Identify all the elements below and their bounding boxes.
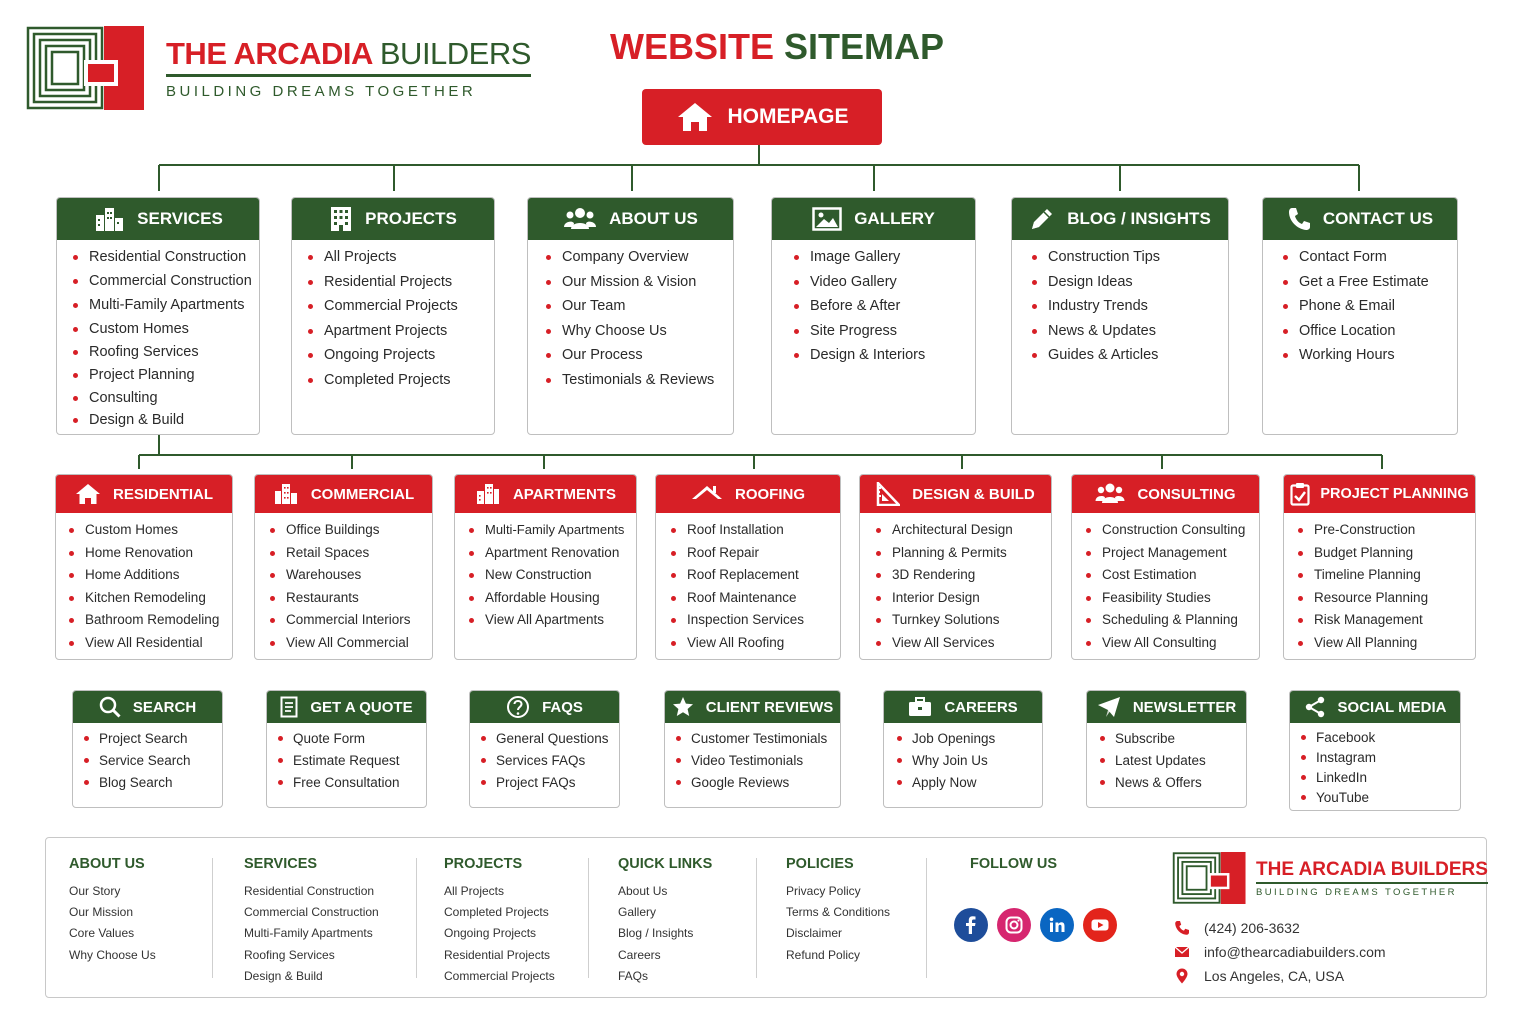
section-title: PROJECTS (365, 209, 457, 228)
section-link[interactable]: Job Openings (897, 730, 1042, 752)
section-link[interactable]: Our Team (546, 297, 733, 322)
section-title: SERVICES (137, 209, 223, 228)
section-link[interactable]: Design & Build (73, 411, 259, 435)
footer-link[interactable]: Residential Projects (444, 947, 551, 962)
footer-col-title: PROJECTS (444, 856, 523, 872)
section-title: ROOFING (735, 485, 805, 503)
page-title-part2: SITEMAP (784, 26, 945, 67)
section-link[interactable]: All Projects (308, 248, 494, 273)
section-client-reviews-header[interactable] (665, 691, 840, 723)
section-commercial[interactable] (254, 474, 433, 660)
section-link[interactable]: Roof Replacement (671, 566, 840, 589)
section-residential[interactable] (55, 474, 233, 660)
section-title: PROJECT PLANNING (1320, 486, 1469, 502)
section-link[interactable]: Budget Planning (1298, 544, 1475, 567)
building-icon (93, 206, 125, 232)
section-link[interactable]: Retail Spaces (270, 544, 432, 567)
section-title: GET A QUOTE (310, 698, 413, 716)
section-title: COMMERCIAL (310, 485, 415, 503)
footer-link[interactable]: Multi-Family Apartments (244, 926, 373, 941)
footer-col-title: QUICK LINKS (618, 856, 713, 872)
office-building-icon (329, 206, 353, 232)
section-link[interactable]: Working Hours (1283, 346, 1457, 371)
section-link[interactable]: Affordable Housing (469, 589, 636, 612)
footer-brand-name (1256, 859, 1488, 884)
section-link[interactable]: Custom Homes (69, 521, 232, 544)
footer-col-policies (786, 856, 890, 969)
section-title: DESIGN & BUILD (912, 485, 1035, 503)
section-link[interactable]: Estimate Request (278, 752, 426, 774)
footer-col-title: FOLLOW US (970, 856, 1057, 872)
instagram-icon[interactable] (997, 908, 1031, 942)
contact-address-row[interactable] (1172, 964, 1386, 988)
section-link[interactable]: View All Services (876, 634, 1051, 657)
footer-col-about (69, 856, 156, 969)
footer-col-title: POLICIES (786, 856, 854, 872)
section-title: CONSULTING (1137, 485, 1236, 503)
phone-icon (1287, 206, 1311, 232)
section-link[interactable]: Project FAQs (481, 774, 619, 796)
section-link[interactable]: Office Location (1283, 322, 1457, 347)
social-links (954, 908, 1126, 942)
section-link[interactable]: Video Testimonials (676, 752, 840, 774)
section-link[interactable]: Roof Maintenance (671, 589, 840, 612)
section-link[interactable]: Completed Projects (308, 371, 494, 396)
footer-link[interactable]: Privacy Policy (786, 884, 861, 898)
section-link[interactable]: Our Process (546, 346, 733, 371)
section-link[interactable]: Feasibility Studies (1086, 589, 1259, 612)
section-link[interactable]: Design Ideas (1032, 273, 1228, 298)
section-link[interactable]: Consulting (73, 389, 259, 411)
section-design-build[interactable] (859, 474, 1052, 660)
section-faqs[interactable] (469, 690, 620, 808)
section-link[interactable]: Timeline Planning (1298, 566, 1475, 589)
footer-brand-logo[interactable] (1172, 852, 1488, 904)
section-link[interactable]: Architectural Design (876, 521, 1051, 544)
page-title-part1: WEBSITE (610, 26, 775, 67)
section-link[interactable]: Blog Search (84, 774, 222, 796)
footer-link[interactable]: About Us (618, 884, 668, 898)
section-consulting[interactable] (1071, 474, 1260, 660)
ruler-icon (876, 482, 900, 506)
section-link[interactable]: Home Additions (69, 566, 232, 589)
section-link[interactable]: Subscribe (1100, 730, 1246, 752)
section-link[interactable]: Project Search (84, 730, 222, 752)
homepage-label: HOMEPAGE (727, 105, 849, 128)
section-link[interactable]: Bathroom Remodeling (69, 611, 232, 634)
footer-divider (416, 858, 417, 978)
section-link[interactable]: Instagram (1301, 749, 1460, 769)
section-link[interactable]: Pre-Construction (1298, 521, 1475, 544)
section-link[interactable]: Risk Management (1298, 611, 1475, 634)
footer-col-services (244, 856, 379, 990)
footer-link[interactable]: Disclaimer (786, 926, 843, 941)
star-icon (672, 696, 694, 718)
footer-link[interactable]: Refund Policy (786, 947, 861, 962)
section-search[interactable] (72, 690, 223, 808)
section-social-media[interactable] (1289, 690, 1461, 811)
users-icon (563, 207, 597, 231)
section-link[interactable]: Planning & Permits (876, 544, 1051, 567)
section-roofing-header[interactable] (656, 475, 840, 513)
section-title: GALLERY (854, 209, 935, 228)
section-link[interactable]: View All Planning (1298, 634, 1475, 657)
section-title: ABOUT US (609, 209, 698, 228)
section-link[interactable]: Our Mission & Vision (546, 273, 733, 298)
footer-link[interactable]: Core Values (69, 926, 135, 941)
section-roofing[interactable] (655, 474, 841, 660)
section-link[interactable]: Phone & Email (1283, 297, 1457, 322)
section-projects[interactable] (291, 197, 495, 435)
section-link[interactable]: Company Overview (546, 248, 733, 273)
section-link[interactable]: Resource Planning (1298, 589, 1475, 612)
section-link[interactable]: Free Consultation (278, 774, 426, 796)
section-link[interactable]: Guides & Articles (1032, 346, 1228, 371)
section-link[interactable]: Site Progress (794, 322, 975, 347)
footer-link[interactable]: Gallery (618, 905, 657, 920)
phone-icon (1174, 920, 1190, 936)
section-design-build-header[interactable] (860, 475, 1051, 513)
section-link[interactable]: Commercial Projects (308, 297, 494, 322)
image-icon (812, 207, 842, 231)
section-link[interactable]: Why Choose Us (546, 322, 733, 347)
footer-link[interactable]: Why Choose Us (69, 947, 156, 962)
paper-plane-icon (1097, 696, 1121, 718)
section-title: CLIENT REVIEWS (705, 698, 834, 716)
footer-link[interactable]: Blog / Insights (618, 926, 694, 941)
footer-link[interactable]: Completed Projects (444, 905, 549, 920)
section-link[interactable]: Roof Repair (671, 544, 840, 567)
users-icon (1095, 483, 1125, 505)
footer-link[interactable]: Residential Construction (244, 884, 375, 898)
section-link[interactable]: New Construction (469, 566, 636, 589)
section-link[interactable]: Design & Interiors (794, 346, 975, 371)
footer-link[interactable]: Commercial Construction (244, 905, 379, 920)
section-link[interactable]: Facebook (1301, 729, 1460, 749)
section-title: RESIDENTIAL (112, 485, 213, 503)
footer-link[interactable]: Roofing Services (244, 947, 335, 962)
section-title: CAREERS (944, 698, 1018, 716)
brand-name-part2: BUILDERS (379, 36, 531, 71)
section-newsletter[interactable] (1086, 690, 1247, 808)
section-link[interactable]: Commercial Interiors (270, 611, 432, 634)
section-projects-header[interactable] (292, 198, 494, 240)
section-link[interactable]: Industry Trends (1032, 297, 1228, 322)
section-careers-header[interactable] (884, 691, 1042, 723)
section-title: SEARCH (132, 698, 197, 716)
location-pin-icon (1174, 968, 1190, 984)
logo-mark-icon (1172, 852, 1246, 904)
briefcase-icon (908, 697, 932, 717)
section-get-a-quote[interactable] (266, 690, 427, 808)
section-gallery[interactable] (771, 197, 976, 435)
section-link[interactable]: Construction Consulting (1086, 521, 1259, 544)
section-link[interactable]: Project Planning (73, 366, 259, 389)
section-social-media-header[interactable] (1290, 691, 1460, 723)
section-link[interactable]: Customer Testimonials (676, 730, 840, 752)
section-apartments-header[interactable] (455, 475, 636, 513)
section-search-header[interactable] (73, 691, 222, 723)
contact-info (1172, 916, 1386, 988)
section-faqs-header[interactable] (470, 691, 619, 723)
footer-link[interactable]: Ongoing Projects (444, 926, 537, 941)
youtube-icon[interactable] (1083, 908, 1117, 942)
section-title: CONTACT US (1322, 209, 1434, 228)
question-icon (506, 695, 530, 719)
section-link[interactable]: Scheduling & Planning (1086, 611, 1259, 634)
section-link[interactable]: View All Residential (69, 634, 232, 657)
section-title: FAQS (542, 698, 583, 716)
section-link[interactable]: Latest Updates (1100, 752, 1246, 774)
section-careers[interactable] (883, 690, 1043, 808)
section-link[interactable]: News & Offers (1100, 774, 1246, 796)
footer-brand-tagline: BUILDING DREAMS TOGETHER (1256, 886, 1457, 898)
contact-email: info@thearcadiabuilders.com (1204, 944, 1386, 960)
section-link[interactable]: View All Apartments (469, 611, 636, 634)
section-contact-us-header[interactable] (1263, 198, 1457, 240)
contact-phone-row[interactable] (1172, 916, 1386, 940)
section-link[interactable]: Google Reviews (676, 774, 840, 796)
section-link[interactable]: View All Roofing (671, 634, 840, 657)
brand-name-part1: THE ARCADIA (166, 36, 372, 71)
share-icon (1304, 696, 1326, 718)
section-link[interactable]: YouTube (1301, 789, 1460, 809)
section-link[interactable]: Image Gallery (794, 248, 975, 273)
section-blog-insights[interactable] (1011, 197, 1229, 435)
footer-col-follow (970, 856, 1057, 884)
section-link[interactable]: Contact Form (1283, 248, 1457, 273)
section-link[interactable]: Apartment Projects (308, 322, 494, 347)
footer (45, 837, 1487, 998)
section-gallery-header[interactable] (772, 198, 975, 240)
section-link[interactable]: Construction Tips (1032, 248, 1228, 273)
section-project-planning[interactable] (1283, 474, 1476, 660)
building-icon (273, 483, 299, 505)
section-link[interactable]: Cost Estimation (1086, 566, 1259, 589)
search-icon (99, 696, 121, 718)
section-link[interactable]: LinkedIn (1301, 769, 1460, 789)
section-title: APARTMENTS (512, 485, 617, 503)
section-link[interactable]: Kitchen Remodeling (69, 589, 232, 612)
section-link[interactable]: View All Commercial (270, 634, 432, 657)
footer-divider (212, 858, 213, 978)
footer-col-title: SERVICES (244, 856, 318, 872)
contact-address: Los Angeles, CA, USA (1204, 968, 1345, 984)
section-services[interactable] (56, 197, 260, 435)
section-link[interactable]: Office Buildings (270, 521, 432, 544)
section-link[interactable]: Custom Homes (73, 320, 259, 343)
footer-col-title: ABOUT US (69, 856, 145, 872)
section-link[interactable]: Restaurants (270, 589, 432, 612)
footer-link[interactable]: Careers (618, 947, 661, 962)
section-link[interactable]: Multi-Family Apartments (469, 521, 636, 544)
contact-phone: (424) 206-3632 (1204, 920, 1300, 936)
apartment-icon (475, 483, 501, 505)
section-link[interactable]: Warehouses (270, 566, 432, 589)
pencil-icon (1029, 206, 1055, 232)
section-residential-header[interactable] (56, 475, 232, 513)
section-link[interactable]: Roof Installation (671, 521, 840, 544)
section-link[interactable]: Before & After (794, 297, 975, 322)
section-link[interactable]: Residential Construction (73, 248, 259, 272)
section-contact-us[interactable] (1262, 197, 1458, 435)
home-icon (75, 483, 101, 505)
section-link[interactable]: Ongoing Projects (308, 346, 494, 371)
section-client-reviews[interactable] (664, 690, 841, 808)
section-link[interactable]: 3D Rendering (876, 566, 1051, 589)
section-link[interactable]: Get a Free Estimate (1283, 273, 1457, 298)
footer-link[interactable]: Terms & Conditions (786, 905, 891, 920)
footer-brand-name-part1: THE ARCADIA (1256, 858, 1386, 880)
footer-link[interactable]: FAQs (618, 968, 649, 983)
footer-link[interactable]: Commercial Projects (444, 968, 555, 983)
footer-link[interactable]: Design & Build (244, 968, 323, 983)
footer-col-quick-links (618, 856, 712, 990)
section-link[interactable]: Interior Design (876, 589, 1051, 612)
section-link[interactable]: Commercial Construction (73, 272, 259, 296)
footer-divider (756, 858, 757, 978)
section-apartments[interactable] (454, 474, 637, 660)
section-link[interactable]: Video Gallery (794, 273, 975, 298)
section-link[interactable]: Services FAQs (481, 752, 619, 774)
section-newsletter-header[interactable] (1087, 691, 1246, 723)
section-link[interactable]: Testimonials & Reviews (546, 371, 733, 396)
section-link[interactable]: Multi-Family Apartments (73, 296, 259, 320)
section-title: BLOG / INSIGHTS (1067, 209, 1211, 228)
section-link[interactable]: Inspection Services (671, 611, 840, 634)
section-link[interactable]: Service Search (84, 752, 222, 774)
footer-link[interactable]: Our Story (69, 884, 121, 898)
section-link[interactable]: Apartment Renovation (469, 544, 636, 567)
footer-divider (926, 858, 927, 978)
section-commercial-header[interactable] (255, 475, 432, 513)
section-title: NEWSLETTER (1132, 698, 1237, 716)
section-link[interactable]: Home Renovation (69, 544, 232, 567)
section-link[interactable]: Turnkey Solutions (876, 611, 1051, 634)
facebook-icon[interactable] (954, 908, 988, 942)
section-link[interactable]: Project Management (1086, 544, 1259, 567)
email-icon (1174, 944, 1190, 960)
section-link[interactable]: View All Consulting (1086, 634, 1259, 657)
section-about-us-header[interactable] (528, 198, 733, 240)
footer-col-projects (444, 856, 555, 990)
brand-tagline: BUILDING DREAMS TOGETHER (166, 83, 477, 100)
roof-icon (691, 483, 723, 505)
section-get-a-quote-header[interactable] (267, 691, 426, 723)
section-link[interactable]: Why Join Us (897, 752, 1042, 774)
document-icon (280, 696, 298, 718)
section-link[interactable]: Roofing Services (73, 343, 259, 366)
linkedin-icon[interactable] (1040, 908, 1074, 942)
contact-email-row[interactable] (1172, 940, 1386, 964)
section-about-us[interactable] (527, 197, 734, 435)
footer-link[interactable]: Our Mission (69, 905, 134, 920)
section-blog-insights-header[interactable] (1012, 198, 1228, 240)
section-title: SOCIAL MEDIA (1337, 698, 1447, 716)
section-project-planning-header[interactable] (1284, 475, 1475, 513)
section-link[interactable]: Apply Now (897, 774, 1042, 796)
footer-link[interactable]: All Projects (444, 884, 505, 898)
section-link[interactable]: Quote Form (278, 730, 426, 752)
footer-brand-name-part2: BUILDERS (1390, 858, 1488, 880)
section-services-header[interactable] (57, 198, 259, 240)
clipboard-check-icon (1290, 482, 1310, 506)
footer-divider (588, 858, 589, 978)
section-link[interactable]: News & Updates (1032, 322, 1228, 347)
section-link[interactable]: General Questions (481, 730, 619, 752)
section-consulting-header[interactable] (1072, 475, 1259, 513)
section-link[interactable]: Residential Projects (308, 273, 494, 298)
